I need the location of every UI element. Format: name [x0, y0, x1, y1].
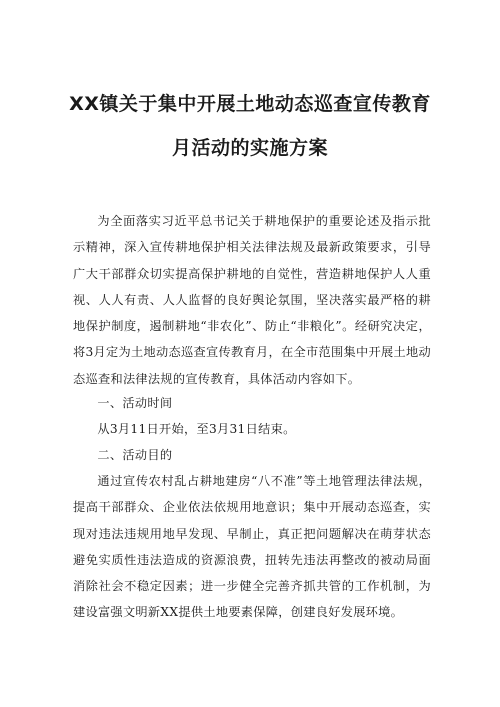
paragraph-purpose-text: 通过宣传农村乱占耕地建房“八不准”等土地管理法律法规，提高干部群众、企业依法依规用地意识；集中开展动态巡查，实现对违法违规用地早发现、早制止，真正把问题解决在萌芽状态避免实质性违法造成的资源浪费，扭转先违法再整改的被动局面消除社会不稳定因素；进一步健全完善齐抓共管的工作机制，为建设富强文明新XX提供土地要素保障，创建良好发展环境。	[73, 474, 431, 620]
paragraph-time-text: 从3月11日开始，至3月31日结束。	[97, 422, 296, 436]
section-heading-time	[73, 390, 431, 416]
section-heading-purpose	[73, 442, 431, 468]
paragraph-purpose	[73, 468, 431, 626]
section-heading-purpose-text: 二、活动目的	[97, 448, 173, 462]
paragraph-time	[73, 416, 431, 442]
paragraph-intro-text: 为全面落实习近平总书记关于耕地保护的重要论述及指示批示精神，深入宣传耕地保护相关法律法规及最新政策要求，引导广大干部群众切实提高保护耕地的自觉性，营造耕地保护人人重视、人人有责、人人监督的良好舆论氛围，坚决落实最严格的耕地保护制度，遏制耕地“非农化”、防止“非粮化”。经研究决定，将3月定为土地动态巡查宣传教育月，在全市范围集中开展土地动态巡查和法律法规的宣传教育，具体活动内容如下。	[73, 214, 431, 386]
document-title-line-1: XX镇关于集中开展土地动态巡查宣传教育	[69, 93, 431, 115]
document-title-line-2: 月活动的实施方案	[171, 137, 328, 159]
paragraph-intro	[73, 208, 431, 392]
section-heading-time-text: 一、活动时间	[97, 396, 173, 410]
